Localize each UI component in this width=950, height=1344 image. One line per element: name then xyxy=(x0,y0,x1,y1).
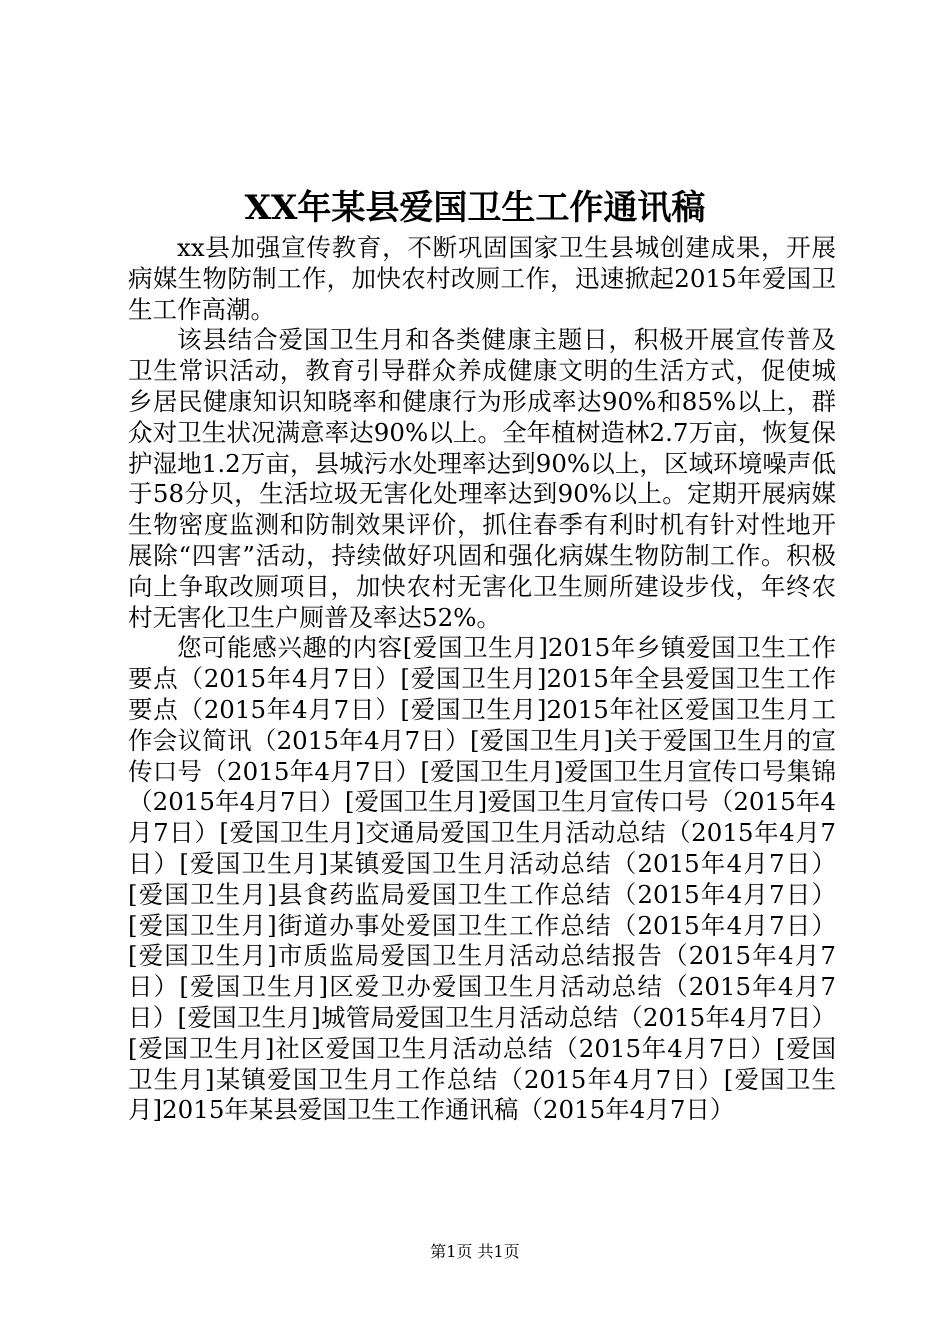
document-body xyxy=(128,233,836,1126)
paragraph-intro: xx县加强宣传教育，不断巩固国家卫生县城创建成果，开展病媒生物防制工作，加快农村改厕工作，迅速掀起2015年爱国卫生工作高潮。 xyxy=(128,233,836,324)
paragraph-details: 该县结合爱国卫生月和各类健康主题日，积极开展宣传普及卫生常识活动，教育引导群众养成健康文明的生活方式，促使城乡居民健康知识知晓率和健康行为形成率达90%和85%以上，群众对卫生状况满意率达90%以上。全年植树造林2.7万亩，恢复保护湿地1.2万亩，县城污水处理率达到90%以上，区域环境噪声低于58分贝，生活垃圾无害化处理率达到90%以上。定期开展病媒生物密度监测和防制效果评价，抓住春季有利时机有针对性地开展除“四害”活动，持续做好巩固和强化病媒生物防制工作。积极向上争取改厕项目，加快农村无害化卫生厕所建设步伐，年终农村无害化卫生户厕普及率达52%。 xyxy=(128,325,836,632)
page-footer: 第1页 共1页 xyxy=(430,1242,520,1261)
paragraph-related-content: 您可能感兴趣的内容[爱国卫生月]2015年乡镇爱国卫生工作要点（2015年4月7日）[爱国卫生月]2015年全县爱国卫生工作要点（2015年4月7日）[爱国卫生月]2015年社区爱国卫生月工作会议简讯（2015年4月7日）[爱国卫生月]关于爱国卫生月的宣传口号（2015年4月7日）[爱国卫生月]爱国卫生月宣传口号集锦（2015年4月7日）[爱国卫生月]爱国卫生月宣传口号（2015年4月7日）[爱国卫生月]交通局爱国卫生月活动总结（2015年4月7日）[爱国卫生月]某镇爱国卫生月活动总结（2015年4月7日）[爱国卫生月]县食药监局爱国卫生工作总结（2015年4月7日）[爱国卫生月]街道办事处爱国卫生工作总结（2015年4月7日）[爱国卫生月]市质监局爱国卫生月活动总结报告（2015年4月7日）[爱国卫生月]区爱卫办爱国卫生月活动总结（2015年4月7日）[爱国卫生月]城管局爱国卫生月活动总结（2015年4月7日）[爱国卫生月]社区爱国卫生月活动总结（2015年4月7日）[爱国卫生月]某镇爱国卫生月工作总结（2015年4月7日）[爱国卫生月]2015年某县爱国卫生工作通讯稿（2015年4月7日） xyxy=(128,633,836,1125)
document-title: XX年某县爱国卫生工作通讯稿 xyxy=(244,188,706,228)
